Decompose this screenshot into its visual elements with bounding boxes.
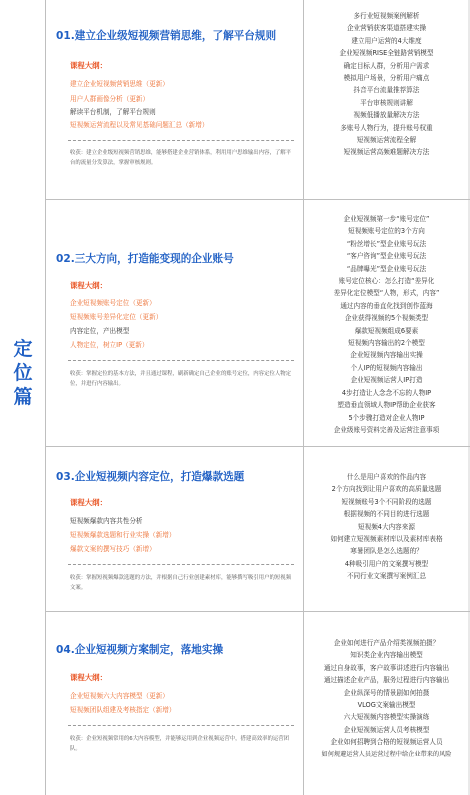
topic-item: 寒暑团队是怎么选题的？ [350, 547, 423, 556]
topic-item: 模拟用户场景，分析用户痛点 [343, 74, 430, 83]
outline-item: 内容定位，产出模型 [70, 327, 130, 335]
topic-item: 确定目标人群，分析用户需求 [343, 61, 430, 70]
outline-item: 建立企业短视频营销思维（更新） [70, 80, 169, 88]
course-row-01 [46, 0, 470, 200]
topic-item: VLOG文案输出模型 [357, 701, 416, 710]
topic-item: 通过内容的垂直化找到创作蓝海 [340, 301, 433, 310]
topic-item: 建立用户运营的4大维度 [351, 36, 422, 45]
topic-item: 企业营销获客渠道搭建实操 [346, 24, 427, 33]
course-row-02-topics [304, 200, 470, 446]
course-row-02-left [46, 200, 304, 446]
topic-item: 知识类企业内容输出模型 [350, 651, 423, 660]
topic-item: 视频低播放量解决方法 [353, 111, 420, 120]
course-row-01-left [46, 0, 304, 199]
summary-text: 收获：企业短视频常用的6大内容模型，并能够运用到企业视频运营中，搭建高效率的运营团队。 [70, 736, 290, 752]
outline-item: 企业短视频账号定位（更新） [70, 299, 156, 307]
section-title: 02.三大方向，打造能变现的企业账号 [56, 253, 234, 265]
topic-item: 短视频4大内容来源 [358, 522, 415, 531]
topic-item: 企业短视频内容输出实操 [350, 351, 423, 360]
section-title: 03.企业短视频内容定位，打造爆款选题 [56, 471, 245, 483]
topic-item: 不同行业文案撰写案例汇总 [346, 572, 427, 581]
outline-item: 短视频团队组建及考核指定（新增） [70, 706, 176, 714]
divider [68, 564, 294, 565]
topic-item: 企业短视频运营人IP打造 [350, 376, 423, 385]
topic-item: 企业获得视频的5个视频类型 [344, 314, 429, 323]
course-row-01-topics [304, 0, 470, 199]
outline-label: 课程大纲： [70, 498, 107, 507]
sidebar [0, 0, 45, 795]
outline-item: 短视频爆款选题和行业实操（新增） [70, 531, 176, 539]
outline-item: 爆款文案的撰写技巧（新增） [70, 545, 156, 553]
course-row-02 [46, 200, 470, 447]
topic-item: 4种吸引用户的文案撰写模型 [344, 559, 429, 568]
topic-item: 多账号人物行为，提升账号权重 [340, 123, 433, 132]
outline-label: 课程大纲： [70, 673, 107, 682]
topic-item: “客户咨询”型企业账号玩法 [346, 252, 427, 261]
sidebar-title: 定位篇 [13, 338, 33, 408]
course-row-03-topics [304, 447, 470, 611]
topic-item: 差异化定位模型“人物，形式，内容” [333, 289, 440, 298]
topic-item: 企业如何招聘到合格的短视频运营人员 [330, 738, 443, 747]
topic-item: 4步打造让人念念不忘的人物IP [341, 388, 432, 397]
summary-text: 收获：掌握短视频爆款选题的方法，并根据自己行业创建素材库，能够撰写吸引用户的短视频文案。 [70, 575, 292, 591]
outline-label: 课程大纲： [70, 281, 107, 290]
topic-item: 塑造垂直领域人物IP帮助企业获客 [337, 401, 436, 410]
topic-item: 短视频运营流程全解 [356, 136, 417, 145]
topic-item: 什么是用户喜欢的作品内容 [346, 473, 427, 481]
topic-item: 六大短视频内容模型实操演练 [343, 713, 430, 722]
topic-item: 短视频账号定位的3个方向 [348, 227, 425, 236]
outline-item: 短视频爆款内容共性分析 [70, 517, 143, 525]
topic-item: 账号定位核心：怎么打造“差异化 [338, 277, 435, 286]
topic-item: 多行业短视频案例解析 [353, 12, 420, 20]
outline-item: 用户人群画像分析（更新） [70, 95, 150, 103]
summary-text: 收获：建立企业级短视频营销思维，能够搭建企业营销体系，利用用户思维输出内容，了解平台的流量分发算法，掌握审核规则。 [70, 150, 292, 166]
topic-item: 如何规避运营人员运营过程中给企业带来的风险 [321, 750, 452, 758]
outline-item: 短视频运营流程以及常见基础问题汇总（新增） [70, 121, 209, 129]
topic-item: 5个步骤打造对企业人物IP [348, 413, 425, 422]
topic-item: 短视频运营高频难题解决方法 [343, 148, 430, 157]
topic-item: 短视频内容输出的2个模型 [348, 339, 425, 348]
topic-item: 企业纵深号的情景剧如何拍摄 [343, 688, 430, 697]
outline-item: 企业短视频六大内容模型（更新） [70, 692, 169, 700]
outline-item: 解读平台机制，了解平台规则 [70, 108, 156, 116]
topic-item: 短视频账号3个不同阶段的选题 [341, 497, 432, 506]
section-title: 01.建立企业级短视频营销思维，了解平台规则 [56, 30, 277, 42]
divider [68, 140, 294, 141]
divider [68, 360, 294, 361]
topic-item: 平台审核规则讲解 [360, 98, 413, 107]
outline-item: 人物定位，树立IP（更新） [70, 341, 149, 349]
course-row-04 [46, 612, 470, 795]
topic-item: 通过描述企业产品，服务过程进行内容输出 [323, 676, 450, 685]
topic-item: 个人IP的短视频内容输出 [350, 363, 423, 372]
topic-item: 通过自身故事，客户故事讲述进行内容输出 [323, 663, 450, 672]
topic-item: “粉丝增长”型企业账号玩法 [346, 239, 427, 248]
course-row-03 [46, 447, 470, 612]
outline-label: 课程大纲： [70, 61, 107, 70]
course-table [45, 0, 470, 795]
topic-item: 企业短视频运营人员考核模型 [343, 725, 430, 734]
course-row-04-left [46, 612, 304, 795]
summary-text: 收获：掌握定位的基本方法，并且通过课程，刷新确定自己企业的账号定位，内容定位人物定位，并进行内容输出。 [70, 371, 292, 387]
topic-item: 企业级账号资料完善及运营注意事项 [333, 425, 440, 434]
section-title: 04.企业短视频方案制定，落地实操 [56, 644, 224, 656]
topic-item: “品牌曝光”型企业账号玩法 [346, 264, 427, 273]
topic-item: 企业短视频第一步“账号定位” [343, 215, 430, 223]
topic-item: 抖音平台流量推荐算法 [353, 86, 420, 95]
topic-item: 企业短视频RISE全链路营销模型 [339, 49, 434, 58]
outline-item: 短视频账号差异化定位（更新） [70, 313, 163, 321]
topic-item: 根据视频的不同目的进行选题 [343, 510, 430, 519]
topic-item: 2个方向找到让用户喜欢的高质量选题 [331, 485, 442, 494]
divider [68, 725, 294, 726]
course-row-04-topics [304, 612, 470, 795]
topic-item: 爆款短视频组成6要素 [354, 326, 419, 335]
topic-item: 如何建立短视频素材库以及素材库表格 [330, 535, 443, 544]
topic-item: 企业如何进行产品介绍类视频拍摄？ [333, 639, 440, 647]
course-row-03-left [46, 447, 304, 611]
